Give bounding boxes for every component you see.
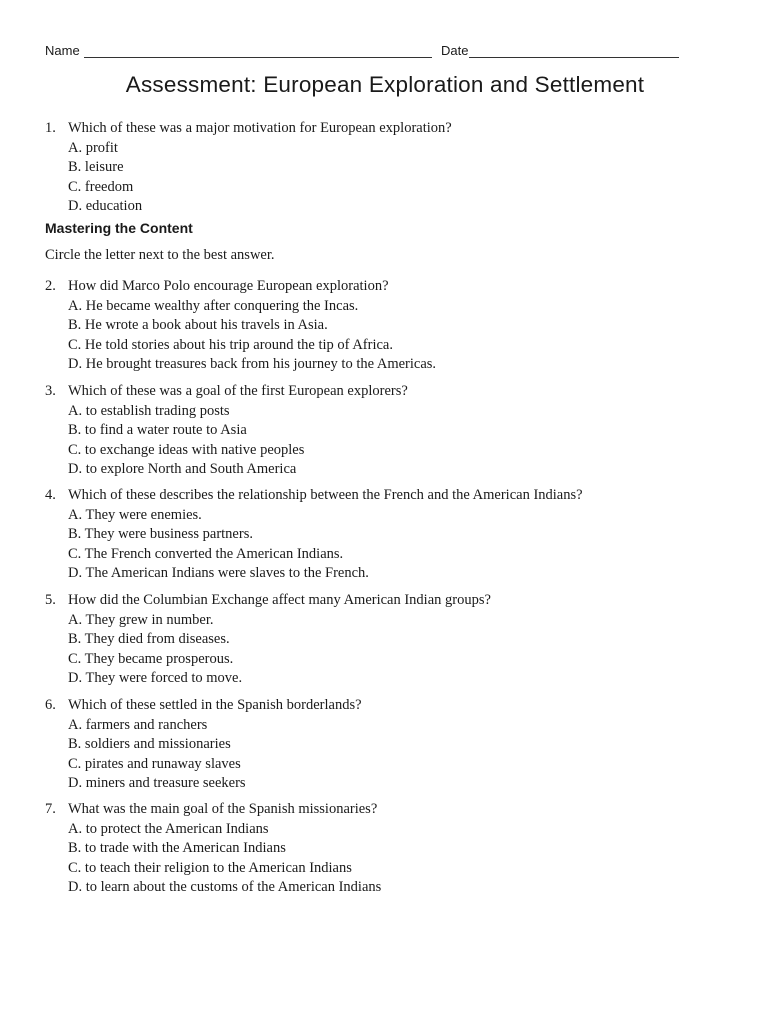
question-7 (45, 800, 745, 898)
answer-choice-a[interactable]: A. They grew in number. (68, 611, 214, 628)
answer-choice-c[interactable]: C. pirates and runaway slaves (68, 755, 241, 772)
question-number: 4. (45, 487, 56, 503)
answer-choice-d[interactable]: D. He brought treasures back from his journey to the Americas. (68, 356, 437, 372)
question-number: 7. (45, 801, 56, 817)
date-label: Date (441, 43, 469, 58)
answer-choice-c[interactable]: C. freedom (68, 178, 134, 195)
answer-choice-a[interactable]: A. profit (68, 139, 118, 156)
answer-choice-c[interactable]: C. He told stories about his trip around the tip of Africa. (68, 336, 393, 353)
question-number: 6. (45, 697, 56, 713)
answer-choice-b[interactable]: B. to trade with the American Indians (68, 840, 286, 856)
question-text: Which of these describes the relationship between the French and the American Indians? (68, 487, 583, 503)
name-label: Name (45, 43, 80, 58)
question-2 (45, 277, 745, 375)
answer-choice-b[interactable]: B. to find a water route to Asia (68, 422, 247, 438)
section-heading: Mastering the Content (45, 220, 193, 236)
question-3 (45, 382, 745, 480)
question-number: 2. (45, 278, 56, 294)
question-text: How did Marco Polo encourage European exploration? (68, 278, 389, 294)
answer-choice-a[interactable]: A. farmers and ranchers (68, 716, 208, 733)
answer-choice-b[interactable]: B. They were business partners. (68, 526, 253, 542)
name-blank[interactable] (84, 57, 432, 58)
question-text: How did the Columbian Exchange affect many American Indian groups? (68, 592, 491, 608)
answer-choice-d[interactable]: D. to explore North and South America (68, 461, 297, 477)
answer-choice-d[interactable]: D. miners and treasure seekers (68, 775, 246, 791)
answer-choice-a[interactable]: A. to establish trading posts (68, 402, 230, 419)
answer-choice-b[interactable]: B. He wrote a book about his travels in Asia. (68, 317, 328, 333)
answer-choice-c[interactable]: C. They became prosperous. (68, 650, 234, 667)
page-title: Assessment: European Exploration and Settlement (125, 72, 645, 97)
name-date-line (45, 43, 685, 61)
question-text: Which of these was a goal of the first European explorers? (68, 383, 408, 399)
question-1 (45, 119, 745, 217)
question-6 (45, 696, 745, 794)
answer-choice-c[interactable]: C. to exchange ideas with native peoples (68, 441, 305, 458)
answer-choice-a[interactable]: A. He became wealthy after conquering the Incas. (68, 297, 359, 314)
answer-choice-d[interactable]: D. education (68, 198, 143, 214)
answer-choice-d[interactable]: D. The American Indians were slaves to the French. (68, 565, 369, 581)
answer-choice-a[interactable]: A. to protect the American Indians (68, 820, 269, 837)
date-blank[interactable] (469, 57, 679, 58)
answer-choice-b[interactable]: B. soldiers and missionaries (68, 736, 231, 752)
question-5 (45, 591, 745, 689)
question-text: Which of these settled in the Spanish borderlands? (68, 697, 362, 713)
answer-choice-c[interactable]: C. The French converted the American Indians. (68, 545, 344, 562)
answer-choice-c[interactable]: C. to teach their religion to the American Indians (68, 859, 352, 876)
question-number: 3. (45, 383, 56, 399)
question-text: What was the main goal of the Spanish missionaries? (68, 801, 378, 817)
question-4 (45, 486, 745, 584)
question-number: 5. (45, 592, 56, 608)
question-number: 1. (45, 120, 56, 136)
question-text: Which of these was a major motivation for European exploration? (68, 120, 452, 136)
instructions: Circle the letter next to the best answer. (45, 247, 275, 263)
answer-choice-b[interactable]: B. leisure (68, 159, 124, 175)
answer-choice-a[interactable]: A. They were enemies. (68, 506, 202, 523)
answer-choice-d[interactable]: D. to learn about the customs of the American Indians (68, 879, 382, 895)
answer-choice-b[interactable]: B. They died from diseases. (68, 631, 230, 647)
answer-choice-d[interactable]: D. They were forced to move. (68, 670, 243, 686)
